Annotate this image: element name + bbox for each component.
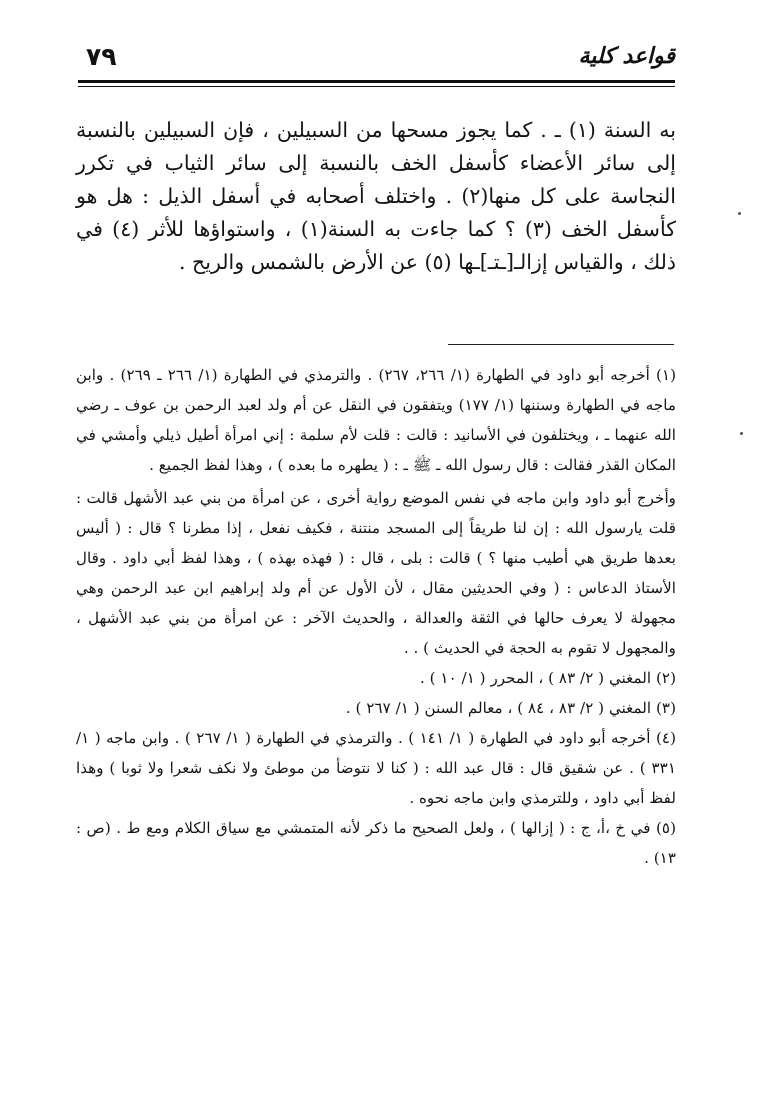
scan-speck bbox=[740, 432, 743, 435]
page-header bbox=[78, 40, 675, 76]
footnote-1-continuation: وأخرج أبو داود وابن ماجه في نفس الموضع رواية أخرى ، عن امرأة من بني عبد الأشهل قالت : قلت يارسول الله : إن لنا طريقاً إلى المسجد منتنة ، فكيف نفعل ، إذا مطرنا ؟ قال : ( أليس بعدها طريق هي أطيب منها ؟ ) قالت : بلى ، قال : ( فهذه بهذه ) ، وهذا لفظ أبي داود . وقال الأستاذ الدعاس : ( وفي الحديثين مقال ، لأن الأول عن أم ولد إبراهيم ابن عبد الرحمن وهي مجهولة لا يعرف حالها في الثقة والعدالة ، والحديث الآخر : عن امرأة من بني عبد الأشهل ، والمجهول لا تقوم به الحجة في الحديث ) . . bbox=[76, 489, 676, 657]
header-rule-thick bbox=[78, 80, 675, 83]
footnotes-block bbox=[76, 360, 676, 873]
footnote-3: (٣) المغني ( ٢/ ٨٣ ، ٨٤ ) ، معالم السنن ( ١/ ٢٦٧ ) . bbox=[345, 699, 676, 717]
running-title: قواعد كلية bbox=[578, 44, 675, 69]
main-text-block bbox=[76, 114, 676, 279]
main-paragraph: به السنة (١) ـ . كما يجوز مسحها من السبيلين ، فإن السبيلين بالنسبة إلى سائر الأعضاء كأسفل الخف بالنسبة إلى سائر الثياب في تكرر النجاسة على كل منها(٢) . واختلف أصحابه في أسفل الذيل : هل هو كأسفل الخف (٣) ؟ كما جاءت به السنة(١) ، واستواؤها للأثر (٤) في ذلك ، والقياس إزالـ[ـتـ]ـها (٥) عن الأرض بالشمس والريح . bbox=[76, 118, 676, 274]
page-number: ٧٩ bbox=[86, 42, 117, 71]
scan-speck bbox=[738, 212, 741, 215]
footnote-2: (٢) المغني ( ٢/ ٨٣ ) ، المحرر ( ١/ ١٠ ) . bbox=[419, 669, 676, 687]
header-rule-thin bbox=[78, 86, 675, 87]
footnote-4: (٤) أخرجه أبو داود في الطهارة ( ١/ ١٤١ ) . والترمذي في الطهارة ( ١/ ٢٦٧ ) . وابن ماجه ( ١/ ٣٣١ ) . عن شقيق قال : قال عبد الله : ( كنا لا نتوضأ من موطئ ولا نكف شعرا ولا ثوبا ) وهذا لفظ أبي داود ، وللترمذي وابن ماجه نحوه . bbox=[76, 729, 677, 807]
footnote-5: (٥) في خ ،أ، ج : ( إزالها ) ، ولعل الصحيح ما ذكر لأنه المتمشي مع سياق الكلام ومع ط . (ص : ١٣) . bbox=[76, 819, 676, 867]
footnote-separator bbox=[448, 344, 674, 345]
footnote-1: (١) أخرجه أبو داود في الطهارة (١/ ٢٦٦، ٢٦٧) . والترمذي في الطهارة (١/ ٢٦٦ ـ ٢٦٩) . وابن ماجه في الطهارة وسننها (١/ ١٧٧) ويتفقون في النقل عن أم ولد لعبد الرحمن بن عوف ـ رضي الله عنهما ـ ، ويختلفون في الأسانيد : قالت : قلت لأم سلمة : إني امرأة أطيل ذيلي وأمشي في المكان القذر فقالت : قال رسول الله ـ ﷺ ـ : ( يطهره ما بعده ) ، وهذا لفظ الجميع . bbox=[76, 366, 677, 474]
